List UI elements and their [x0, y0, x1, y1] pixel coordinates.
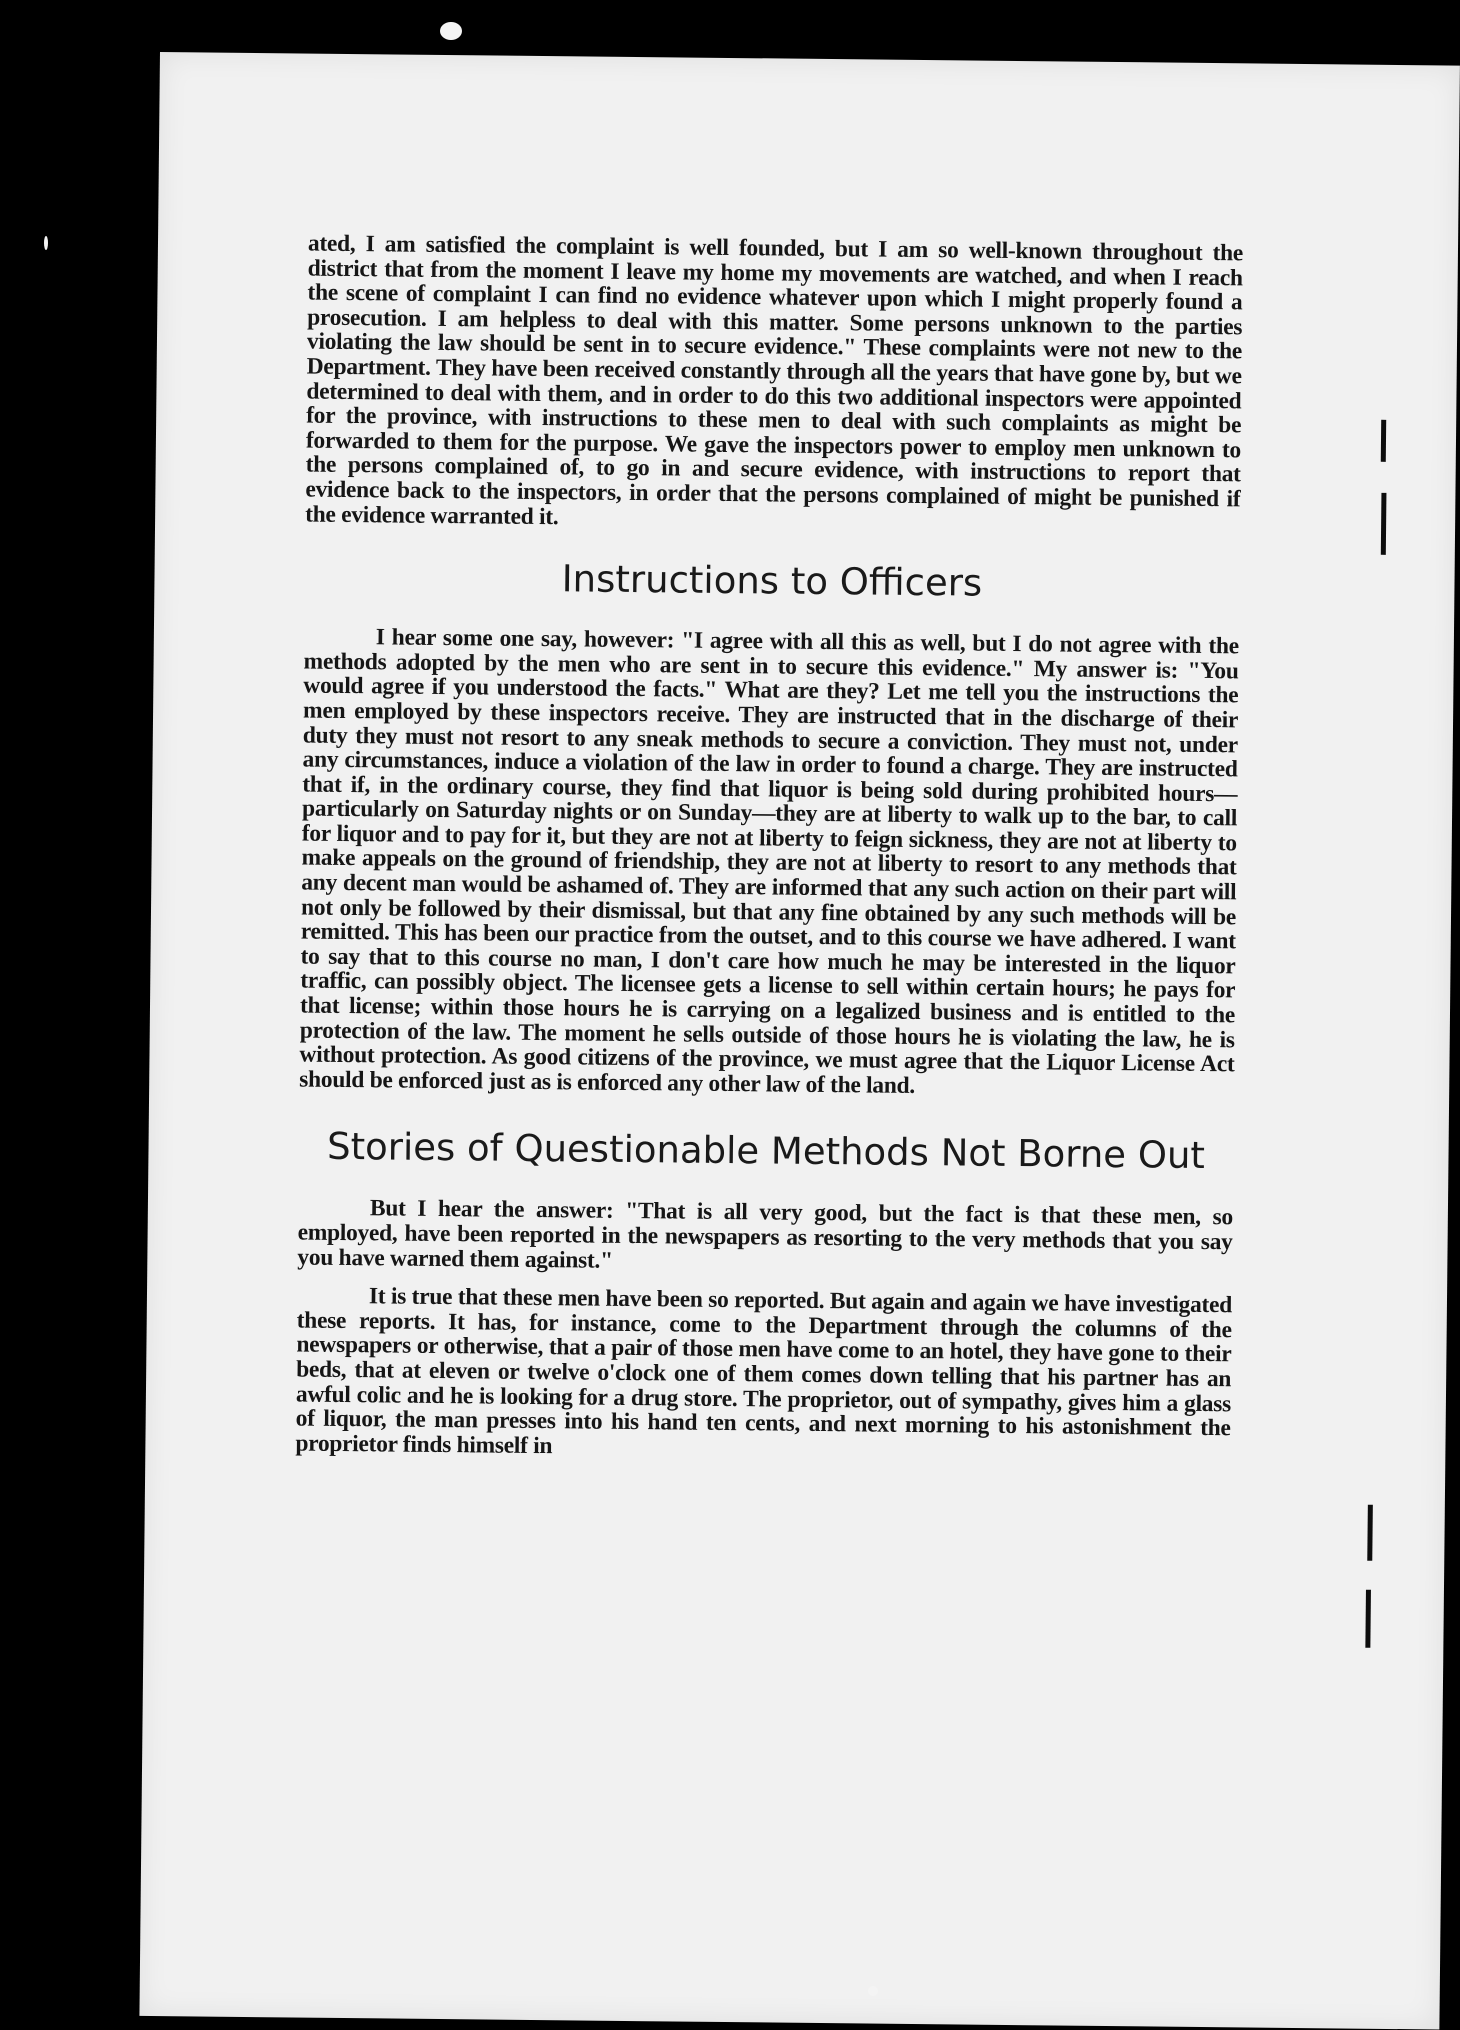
scan-artifact-mark [1381, 493, 1387, 555]
scanned-page [139, 52, 1459, 2030]
scan-artifact-mark [1365, 1590, 1371, 1648]
section-heading-stories: Stories of Questionable Methods Not Borne Out [326, 1125, 1206, 1178]
scan-artifact-speck [440, 22, 462, 40]
paragraph-continued: ated, I am satisfied the complaint is well founded, but I am so well-known throughout the district that from the moment I leave my home my movements are watched, and when I reach the scene of complaint I can find no evidence whatever upon which I might properly found a prosecution. I am helpless to deal with this matter. Some persons unknown to the parties violating the law should be sent in to secure evidence." These complaints were not new to the Department. They have been received constantly through all the years that have gone by, but we determined to deal with them, and in order to do this two additional inspectors were appointed for the province, with instructions to these men to deal with such complaints as might be forwarded to them for the purpose. We gave the inspectors power to employ men unknown to the persons complained of, to go in and secure evidence, with instructions to report that evidence back to the inspectors, in order that the persons complained of might be punished if the evidence warranted it. [305, 230, 1244, 530]
page-body [295, 232, 1243, 1466]
paragraph-investigation: It is true that these men have been so reported. But again and again we have investigated these reports. It has, for instance, come to the Department through the columns of the newspapers or otherwise, that a pair of those men have come to an hotel, they have gone to their beds, that at eleven or twelve o'clock one of them comes down telling that his partner has an awful colic and he is looking for a drug store. The proprietor, out of sympathy, gives him a glass of liquor, the man presses into his hand ten cents, and next morning to his astonishment the proprietor finds himself in [295, 1283, 1233, 1459]
scan-artifact-speck [44, 236, 48, 250]
scan-artifact-mark [1381, 420, 1386, 462]
paragraph-answer: But I hear the answer: "That is all very good, but the fact is that these men, so employed, have been reported in the newspapers as resorting to the very methods that you say you have warned them against." [297, 1195, 1233, 1274]
section-heading-instructions: Instructions to Officers [561, 557, 983, 605]
paragraph-instructions: I hear some one say, however: "I agree with all this as well, but I do not agree with the methods adopted by the men who are sent in to secure this evidence." My answer is: "You would agree if you understood the facts." What are they? Let me tell you the instructions the men employed by these inspectors receive. They are instructed that in the discharge of their duty they must not resort to any sneak methods to secure a conviction. They must not, under any circumstances, induce a violation of the law in order to found a charge. They are instructed that if, in the ordinary course, they find that liquor is being sold during prohibited hours—particularly on Saturday nights or on Sunday—they are at liberty to walk up to the bar, to call for liquor and to pay for it, but they are not at liberty to feign sickness, they are not at liberty to make appeals on the ground of friendship, they are not at liberty to resort to any methods that any decent man would be ashamed of. They are informed that any such action on their part will not only be followed by their dismissal, but that any fine obtained by any such methods will be remitted. This has been our practice from the outset, and to this course we have adhered. I want to say that to this course no man, I don't care how much he may be interested in the liquor traffic, can possibly object. The licensee gets a license to sell within certain hours; he pays for that license; within those hours he is carrying on a legalized business and is entitled to the protection of the law. The moment he sells outside of those hours he is violating the law, he is without protection. As good citizens of the province, we must agree that the Liquor License Act should be enforced just as is enforced any other law of the land. [299, 624, 1239, 1099]
scan-artifact-mark [1367, 1505, 1373, 1561]
scan-artifact-speck [868, 1986, 878, 1996]
